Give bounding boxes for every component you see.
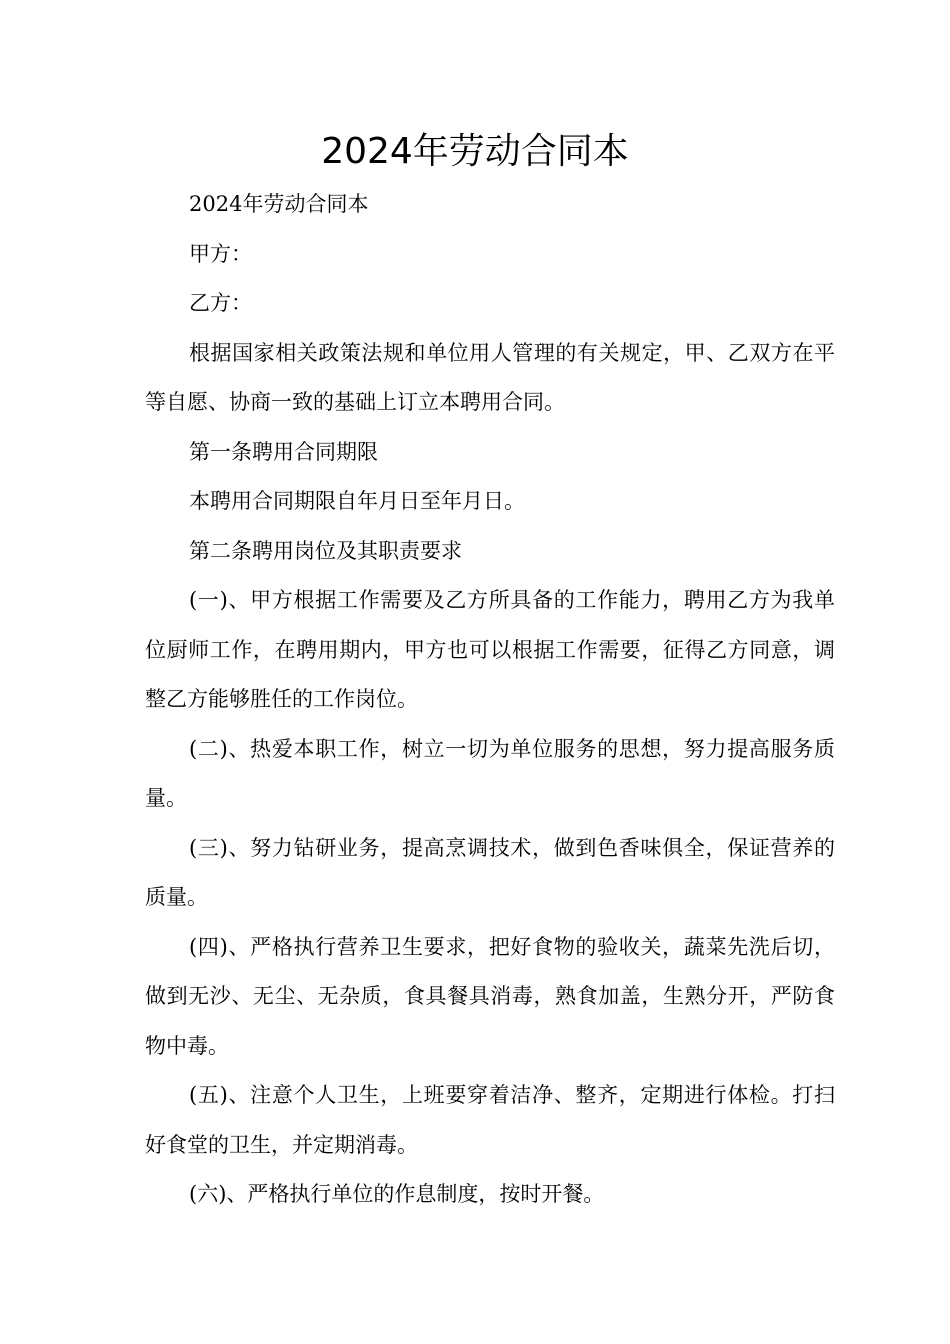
paragraph-clause-3: (三)、努力钻研业务，提高烹调技术，做到色香味俱全，保证营养的质量。 — [145, 835, 835, 909]
paragraph-preamble: 根据国家相关政策法规和单位用人管理的有关规定，甲、乙双方在平等自愿、协商一致的基础上订立本聘用合同。 — [145, 340, 835, 414]
paragraph-party-a: 甲方： — [189, 241, 252, 266]
paragraph-contract-term: 本聘用合同期限自年月日至年月日。 — [189, 489, 525, 513]
document-title: 2024年劳动合同本 — [321, 131, 629, 172]
paragraph-article-1-heading: 第一条聘用合同期限 — [189, 439, 378, 464]
paragraph-subtitle: 2024年劳动合同本 — [189, 192, 369, 216]
paragraph-party-b: 乙方： — [189, 291, 252, 315]
paragraph-clause-4: (四)、严格执行营养卫生要求，把好食物的验收关，蔬菜先洗后切，做到无沙、无尘、无杂质，食具餐具消毒，熟食加盖，生熟分开，严防食物中毒。 — [145, 934, 835, 1058]
document-body — [145, 180, 835, 1220]
paragraph-clause-1: (一)、甲方根据工作需要及乙方所具备的工作能力，聘用乙方为我单位厨师工作，在聘用期内，甲方也可以根据工作需要，征得乙方同意，调整乙方能够胜任的工作岗位。 — [145, 588, 835, 711]
paragraph-clause-5: (五)、注意个人卫生，上班要穿着洁净、整齐，定期进行体检。打扫好食堂的卫生，并定期消毒。 — [145, 1083, 835, 1157]
paragraph-clause-2: (二)、热爱本职工作，树立一切为单位服务的思想，努力提高服务质量。 — [145, 736, 835, 810]
paragraph-clause-6: (六)、严格执行单位的作息制度，按时开餐。 — [189, 1182, 605, 1206]
paragraph-article-2-heading: 第二条聘用岗位及其职责要求 — [189, 538, 462, 563]
